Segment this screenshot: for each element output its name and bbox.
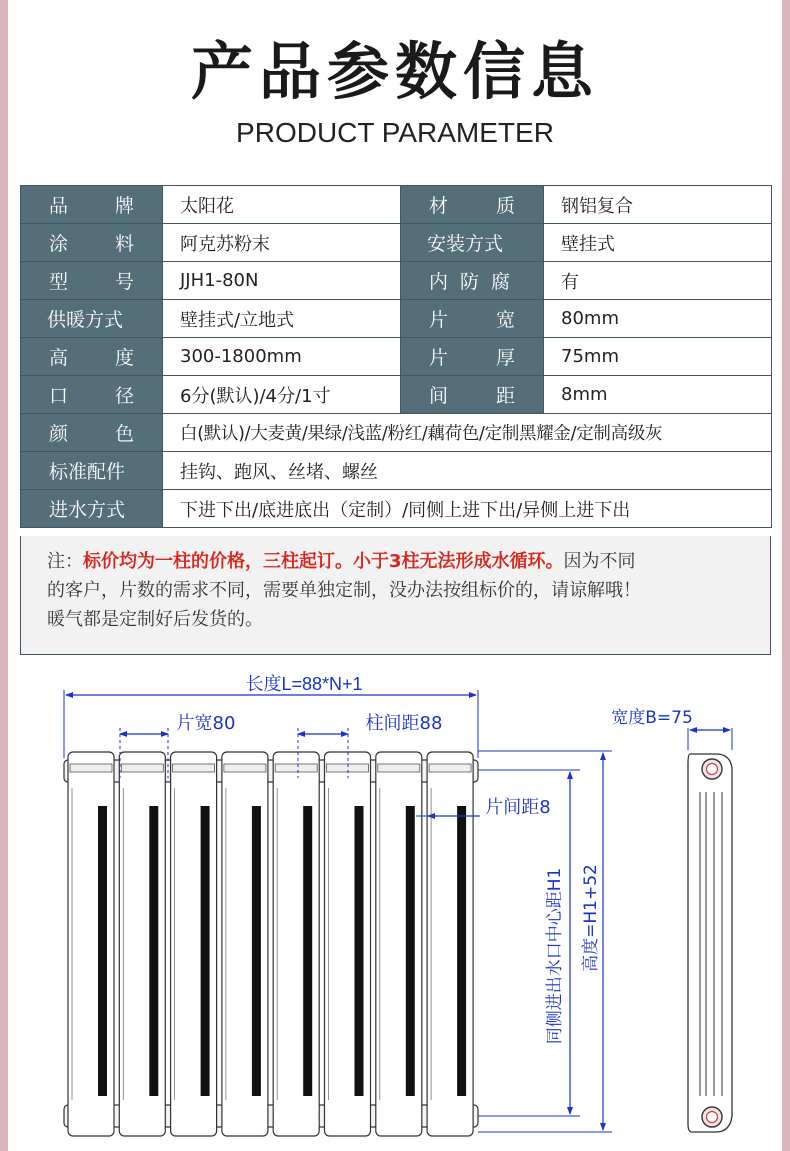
center-distance-label: 同侧进出水口中心距H1 bbox=[545, 867, 565, 1045]
spec-row bbox=[21, 300, 772, 338]
gap-label: 片间距8 bbox=[485, 797, 551, 818]
spec-label-coating: 涂 料 bbox=[21, 224, 163, 262]
radiator-front-view bbox=[64, 752, 478, 1136]
spec-label-thickness: 片 厚 bbox=[401, 338, 544, 376]
spec-label-height: 高 度 bbox=[21, 338, 163, 376]
spec-label-brand: 品 牌 bbox=[21, 186, 163, 224]
radiator-column bbox=[325, 752, 371, 1136]
spec-label-spacing: 间 距 bbox=[401, 376, 544, 414]
radiator-side-view bbox=[611, 708, 732, 1132]
column-slot bbox=[149, 806, 158, 1096]
spec-label-color: 颜 色 bbox=[21, 414, 163, 452]
spec-value-material: 钢铝复合 bbox=[544, 186, 772, 224]
spec-row bbox=[21, 186, 772, 224]
spec-value-anticorrosion: 有 bbox=[544, 262, 772, 300]
note-line-3: 暖气都是定制好后发货的。 bbox=[47, 609, 263, 630]
note-prefix: 注： bbox=[47, 551, 83, 572]
column-top-cap bbox=[224, 764, 266, 772]
page-subtitle: PRODUCT PARAMETER bbox=[236, 117, 554, 148]
radiator-column bbox=[376, 752, 422, 1136]
spec-row bbox=[21, 414, 772, 452]
radiator-column bbox=[119, 752, 165, 1136]
column-width-label: 片宽80 bbox=[176, 713, 236, 734]
spec-row bbox=[21, 224, 772, 262]
spec-value-width: 80mm bbox=[544, 300, 772, 338]
side-top-port-inner bbox=[707, 764, 718, 775]
spec-value-brand: 太阳花 bbox=[163, 186, 401, 224]
column-top-cap bbox=[121, 764, 163, 772]
spec-row bbox=[21, 262, 772, 300]
column-top-cap bbox=[275, 764, 317, 772]
spec-value-height: 300-1800mm bbox=[163, 338, 401, 376]
spec-value-install: 壁挂式 bbox=[544, 224, 772, 262]
pitch-label: 柱间距88 bbox=[365, 713, 443, 734]
height-label: 高度=H1+52 bbox=[581, 864, 601, 972]
column-slot bbox=[201, 806, 210, 1096]
column-top-cap bbox=[173, 764, 215, 772]
spec-label-anticorrosion: 内 防 腐 bbox=[401, 262, 544, 300]
spec-value-model: JJH1-80N bbox=[163, 262, 401, 300]
side-profile-outline bbox=[688, 754, 732, 1132]
spec-value-caliber: 6分(默认)/4分/1寸 bbox=[163, 376, 401, 414]
spec-value-thickness: 75mm bbox=[544, 338, 772, 376]
spec-row bbox=[21, 452, 772, 490]
spec-row bbox=[21, 490, 772, 528]
radiator-column bbox=[427, 752, 473, 1136]
spec-row bbox=[21, 338, 772, 376]
side-bottom-port-inner bbox=[707, 1112, 718, 1123]
radiator-column bbox=[68, 752, 114, 1136]
spec-label-model: 型 号 bbox=[21, 262, 163, 300]
radiator-column bbox=[273, 752, 319, 1136]
length-label: 长度L=88*N+1 bbox=[245, 674, 363, 694]
column-slot bbox=[406, 806, 415, 1096]
spec-label-install: 安装方式 bbox=[401, 224, 544, 262]
spec-label-inlet: 进水方式 bbox=[21, 490, 163, 528]
note-line-2: 的客户，片数的需求不同，需要单独定制，没办法按组标价的，请谅解哦！ bbox=[47, 580, 641, 601]
column-slot bbox=[303, 806, 312, 1096]
column-slot bbox=[252, 806, 261, 1096]
note-rest: 因为不同 bbox=[563, 551, 636, 572]
spec-value-accessories: 挂钩、跑风、丝堵、螺丝 bbox=[163, 452, 772, 490]
depth-label: 宽度B=75 bbox=[611, 708, 693, 728]
spec-label-width: 片 宽 bbox=[401, 300, 544, 338]
radiator-column bbox=[222, 752, 268, 1136]
spec-value-color: 白(默认)/大麦黄/果绿/浅蓝/粉红/藕荷色/定制黑耀金/定制高级灰 bbox=[163, 414, 772, 452]
radiator-dimension-drawing bbox=[0, 668, 790, 1151]
spec-value-spacing: 8mm bbox=[544, 376, 772, 414]
spec-value-coating: 阿克苏粉末 bbox=[163, 224, 401, 262]
page-title: 产品参数信息 bbox=[190, 35, 599, 108]
column-slot bbox=[457, 806, 466, 1096]
spec-label-accessories: 标准配件 bbox=[21, 452, 163, 490]
note-highlight: 标价均为一柱的价格，三柱起订。小于3柱无法形成水循环。 bbox=[83, 551, 564, 572]
column-top-cap bbox=[378, 764, 420, 772]
column-top-cap bbox=[70, 764, 112, 772]
column-top-cap bbox=[429, 764, 471, 772]
spec-value-inlet: 下进下出/底进底出（定制）/同侧上进下出/异侧上进下出 bbox=[163, 490, 772, 528]
spec-table bbox=[20, 185, 772, 528]
spec-label-heating: 供暖方式 bbox=[21, 300, 163, 338]
spec-label-caliber: 口 径 bbox=[21, 376, 163, 414]
column-slot bbox=[355, 806, 364, 1096]
column-slot bbox=[98, 806, 107, 1096]
spec-value-heating: 壁挂式/立地式 bbox=[163, 300, 401, 338]
spec-label-material: 材 质 bbox=[401, 186, 544, 224]
radiator-column bbox=[171, 752, 217, 1136]
spec-row bbox=[21, 376, 772, 414]
order-note bbox=[20, 536, 771, 655]
note-line-1 bbox=[47, 547, 748, 576]
